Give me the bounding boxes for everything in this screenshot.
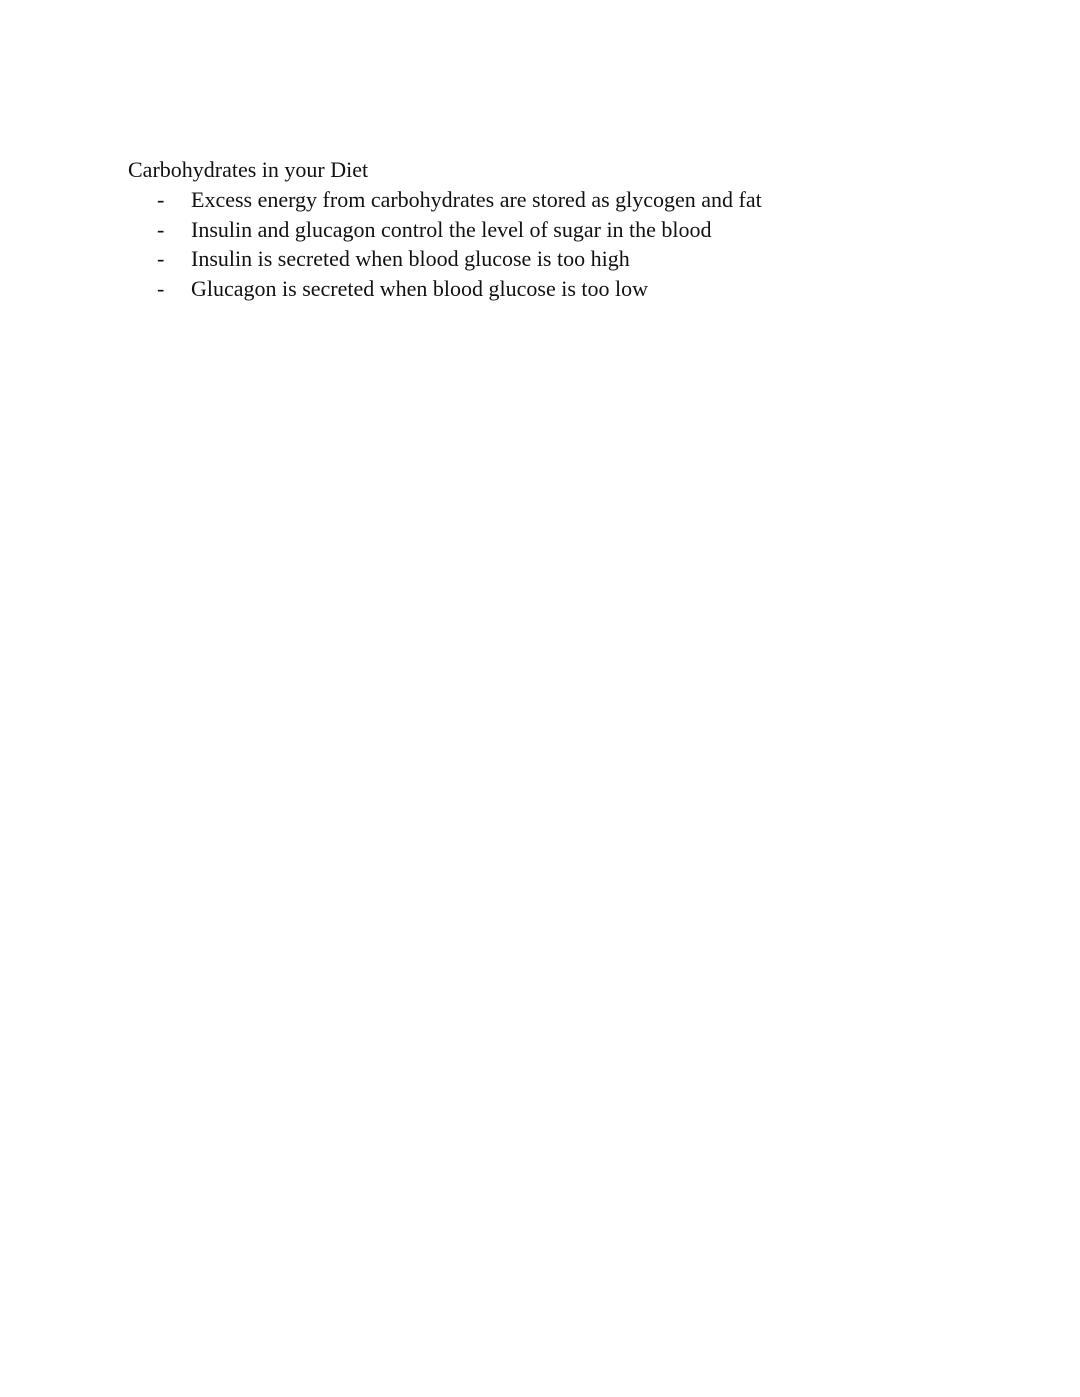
- list-item-text: Glucagon is secreted when blood glucose is too low: [191, 275, 649, 301]
- document-body: [128, 155, 948, 303]
- list-item: [128, 244, 948, 274]
- dash-bullet-icon: -: [157, 275, 165, 301]
- list-item-text: Insulin is secreted when blood glucose is too high: [191, 246, 630, 271]
- dash-bullet-icon: -: [157, 187, 165, 212]
- section-heading: Carbohydrates in your Diet: [128, 157, 369, 182]
- list-item: [128, 274, 948, 304]
- bullet-list: [128, 185, 948, 303]
- list-item: [128, 215, 948, 245]
- list-item-text: Insulin and glucagon control the level of sugar in the blood: [191, 216, 712, 242]
- list-item: [128, 185, 948, 215]
- dash-bullet-icon: -: [157, 246, 165, 271]
- dash-bullet-icon: -: [157, 216, 165, 242]
- list-item-text: Excess energy from carbohydrates are stored as glycogen and fat: [191, 187, 762, 212]
